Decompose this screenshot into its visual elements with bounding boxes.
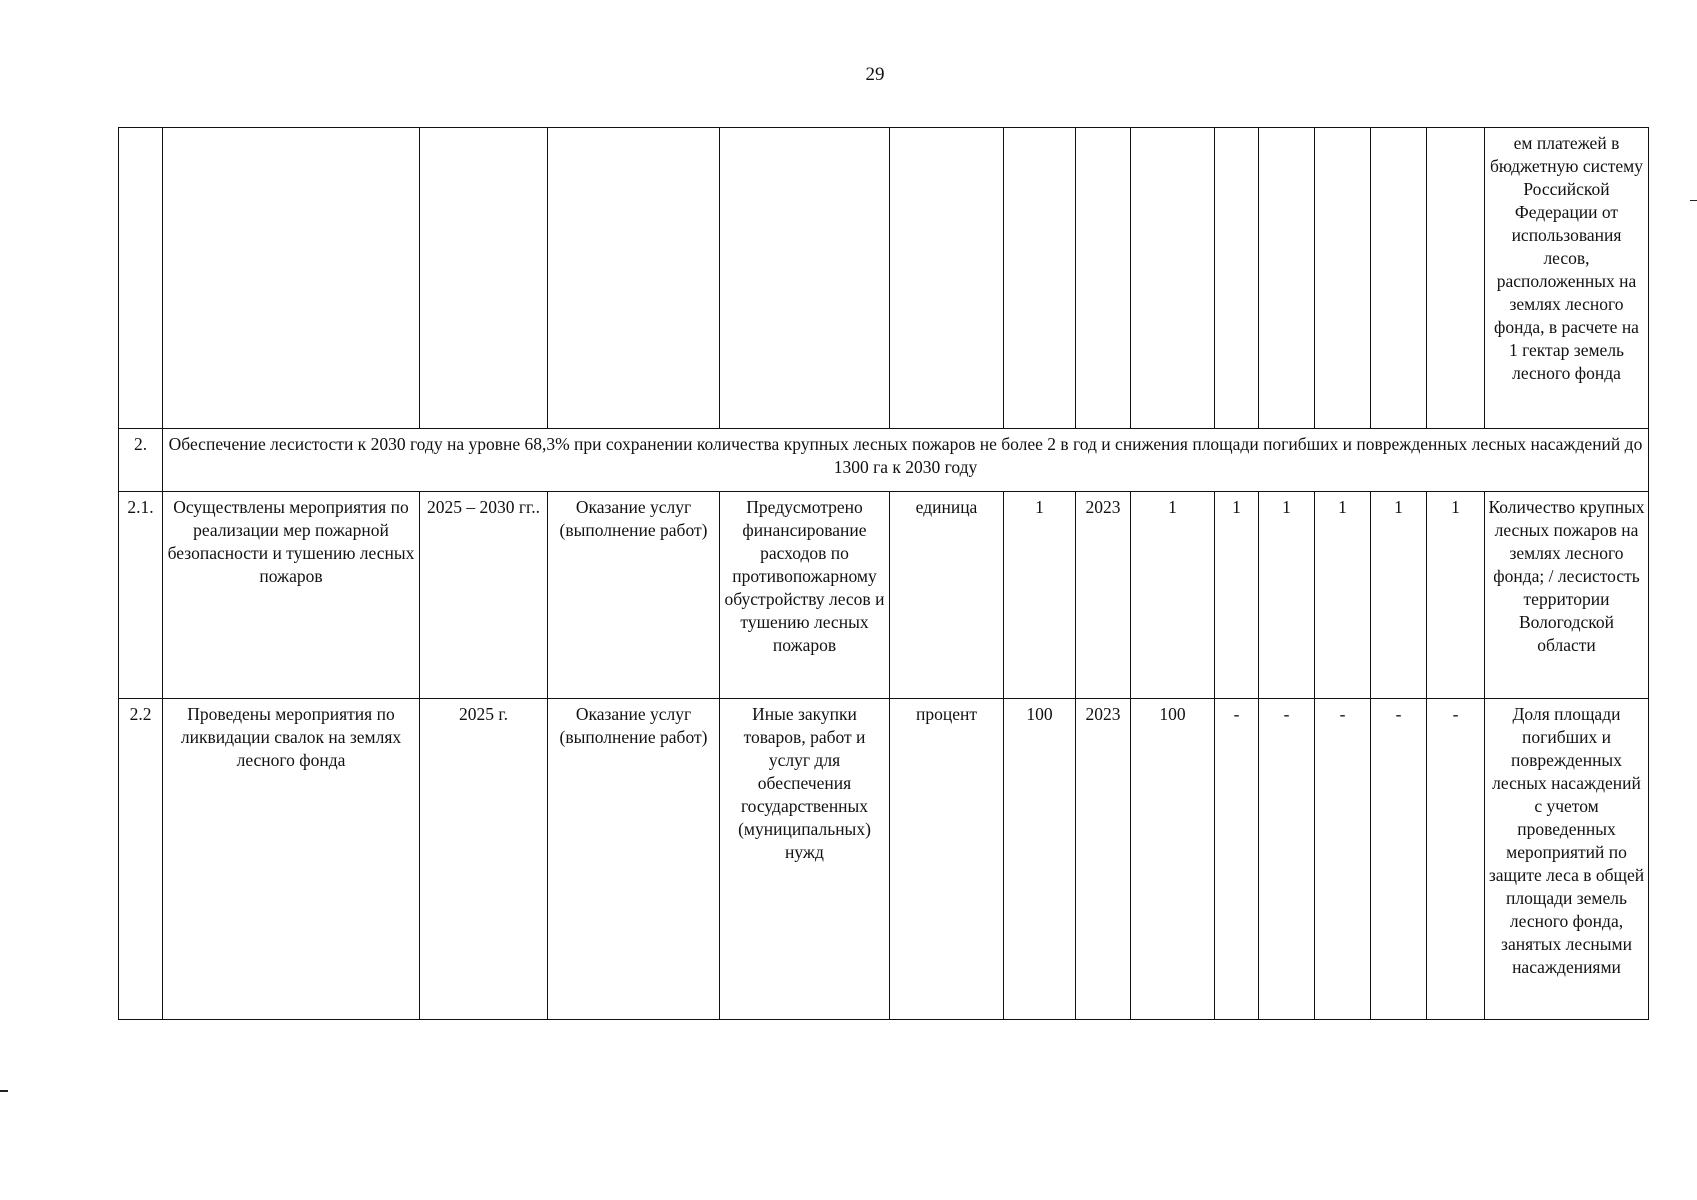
indicator-cell: Количество крупных лесных пожаров на землях лесного фонда; / лесистость территории Вологодской области <box>1485 492 1649 699</box>
year-value-cell: - <box>1215 699 1259 1020</box>
year-value-cell: - <box>1315 699 1371 1020</box>
year-value-cell: - <box>1259 699 1315 1020</box>
year-value-cell: 1 <box>1215 492 1259 699</box>
period-cell: 2025 – 2030 гг.. <box>420 492 548 699</box>
table-row <box>119 699 1649 1020</box>
row-number: 2.2 <box>119 699 163 1020</box>
type-cell: Оказание услуг (выполнение работ) <box>548 492 720 699</box>
indicator-continuation-cell: ем платежей в бюджетную систему Российской Федерации от использования лесов, расположенных на землях лесного фонда, в расчете на 1 гектар земель лесного фонда <box>1485 128 1649 429</box>
row-number: 2.1. <box>119 492 163 699</box>
measures-table <box>118 127 1649 1020</box>
base-value-cell: 1 <box>1004 492 1076 699</box>
section-title: Обеспечение лесистости к 2030 году на уровне 68,3% при сохранении количества крупных лесных пожаров не более 2 в год и снижения площади погибших и поврежденных лесных насаждений до 1300 га к 2030 году <box>163 429 1649 492</box>
year-value-cell: - <box>1371 699 1427 1020</box>
scan-margin-mark <box>0 1090 8 1092</box>
table-row <box>119 492 1649 699</box>
year-value-cell: - <box>1427 699 1485 1020</box>
year-value-cell: 100 <box>1131 699 1215 1020</box>
period-cell: 2025 г. <box>420 699 548 1020</box>
type-cell: Оказание услуг (выполнение работ) <box>548 699 720 1020</box>
note-cell: Иные закупки товаров, работ и услуг для обеспечения государственных (муниципальных) нужд <box>720 699 890 1020</box>
unit-cell: единица <box>890 492 1004 699</box>
year-value-cell: 1 <box>1315 492 1371 699</box>
base-value-cell: 100 <box>1004 699 1076 1020</box>
task-cell: Осуществлены мероприятия по реализации мер пожарной безопасности и тушению лесных пожаров <box>163 492 420 699</box>
base-year-cell: 2023 <box>1076 492 1131 699</box>
task-cell: Проведены мероприятия по ликвидации свалок на землях лесного фонда <box>163 699 420 1020</box>
year-value-cell: 1 <box>1427 492 1485 699</box>
section-number: 2. <box>119 429 163 492</box>
base-year-cell: 2023 <box>1076 699 1131 1020</box>
table-row-continuation <box>119 128 1649 429</box>
year-value-cell: 1 <box>1371 492 1427 699</box>
page-number: 29 <box>865 64 885 85</box>
section-row <box>119 429 1649 492</box>
indicator-cell: Доля площади погибших и поврежденных лесных насаждений с учетом проведенных мероприятий по защите леса в общей площади земель лесного фонда, занятых лесными насаждениями <box>1485 699 1649 1020</box>
scan-margin-mark <box>1690 200 1697 201</box>
year-value-cell: 1 <box>1131 492 1215 699</box>
year-value-cell: 1 <box>1259 492 1315 699</box>
note-cell: Предусмотрено финансирование расходов по противопожарному обустройству лесов и тушению лесных пожаров <box>720 492 890 699</box>
unit-cell: процент <box>890 699 1004 1020</box>
